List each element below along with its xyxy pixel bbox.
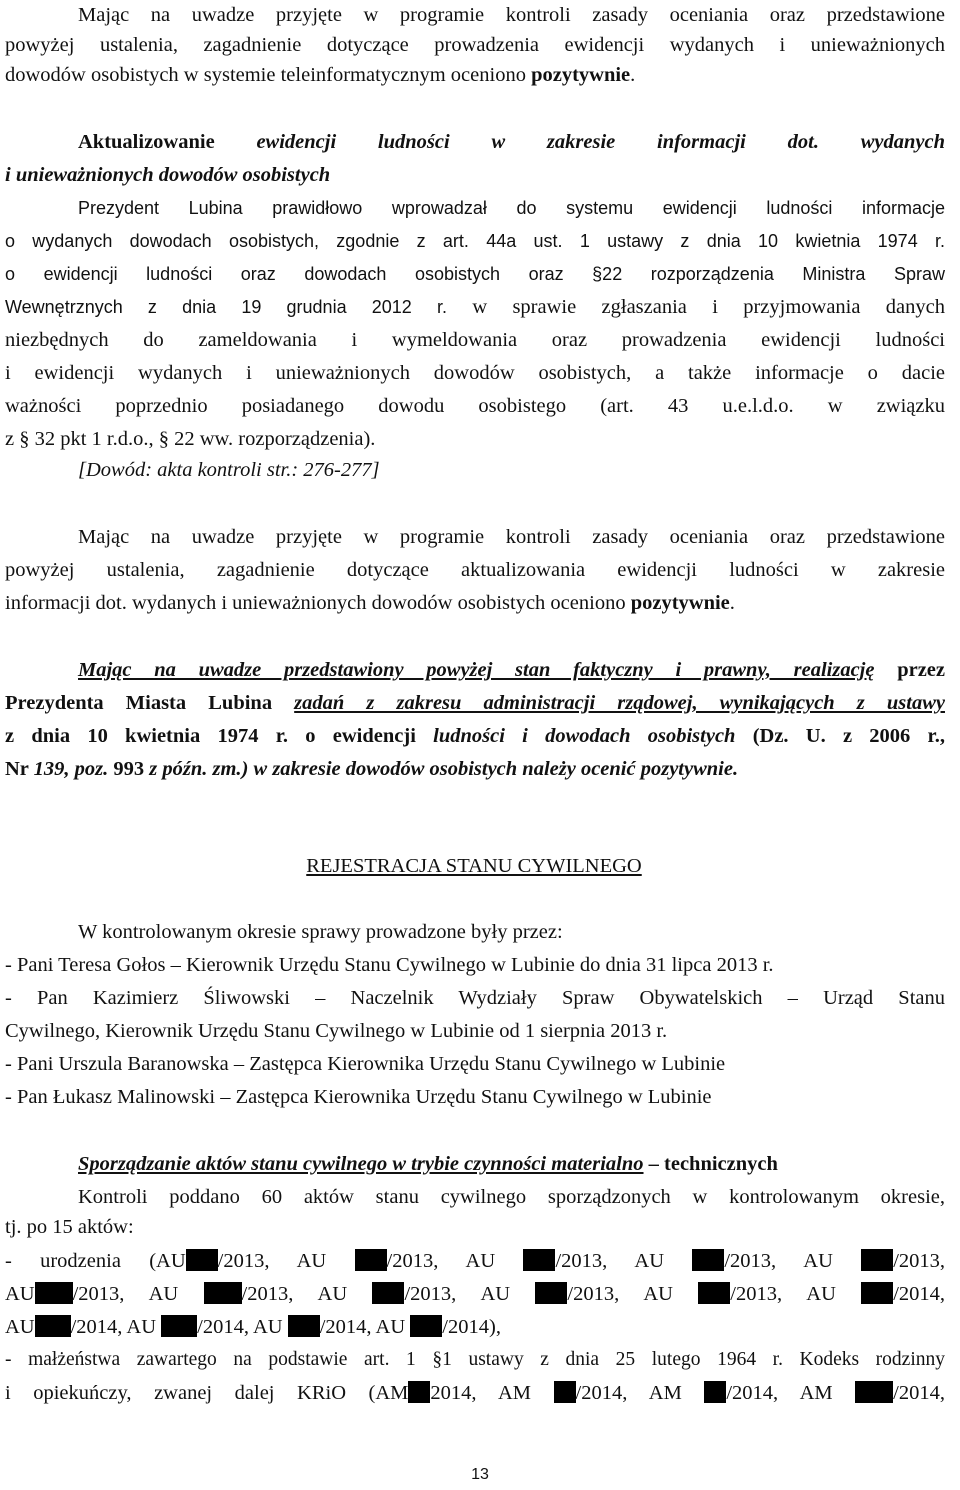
text-run: /2014, (893, 1283, 946, 1305)
redaction-block (523, 1249, 555, 1271)
redaction-block (186, 1249, 218, 1271)
text-run: przez (874, 659, 945, 681)
heading-run: – technicznych (643, 1153, 778, 1175)
paragraph-line: Kontroli poddano 60 aktów stanu cywilnego sporządzonych w kontrolowanym okresie, (78, 1186, 945, 1208)
redaction-block (408, 1381, 430, 1403)
text-run: /2013, AU (217, 1250, 327, 1272)
paragraph-line: i ewidencji wydanych i unieważnionych dowodów osobistych, a także informacje o dacie (5, 362, 945, 384)
paragraph-line: powyżej ustalenia, zagadnienie dotyczące aktualizowania ewidencji ludności w zakresie (5, 559, 945, 581)
paragraph-line (5, 292, 945, 324)
text-run: 139, poz. (33, 758, 109, 780)
paragraph-line: Prezydent Lubina prawidłowo wprowadzał do systemu ewidencji ludności informacje (78, 198, 945, 218)
text-run: z późn. zm. (149, 758, 242, 780)
text-run: /2014, (893, 1382, 945, 1404)
section-heading: i unieważnionych dowodów osobistych (5, 164, 331, 186)
redaction-block (535, 1282, 567, 1304)
list-item: - Pani Urszula Baranowska – Zastępca Kierownika Urzędu Stanu Cywilnego w Lubinie (5, 1053, 726, 1075)
section-title: REJESTRACJA STANU CYWILNEGO (306, 855, 642, 877)
redaction-block (410, 1315, 442, 1337)
redaction-block (692, 1249, 724, 1271)
text-run: ) w zakresie dowodów osobistych należy ocenić pozytywnie. (241, 758, 739, 780)
text-run: /2013, AU (72, 1283, 179, 1305)
redaction-block (704, 1381, 726, 1403)
text-run: (Dz. U. z 2006 r., (735, 725, 945, 747)
records-line (5, 1312, 945, 1342)
paragraph-line: Mając na uwadze przyjęte w programie kontroli zasady oceniania oraz przedstawione (78, 526, 945, 548)
conclusion-line (5, 688, 945, 718)
text-run: Wewnętrznych z dnia 19 grudnia 2012 r. (5, 297, 448, 317)
text-run: - urodzenia (AU (5, 1250, 186, 1272)
text-run: /2013, AU (555, 1250, 665, 1272)
rating-text: pozytywnie (630, 592, 730, 614)
text-run: 993 (108, 758, 150, 780)
list-item: Cywilnego, Kierownik Urzędu Stanu Cywilnego w Lubinie od 1 sierpnia 2013 r. (5, 1020, 668, 1042)
redaction-block (355, 1249, 387, 1271)
redaction-block (698, 1282, 730, 1304)
paragraph-line: powyżej ustalenia, zagadnienie dotyczące prowadzenia ewidencji wydanych i unieważnionych (5, 34, 945, 56)
paragraph-line: ważności poprzednio posiadanego dowodu osobistego (art. 43 u.e.l.d.o. w związku (5, 395, 945, 417)
text-run: /2013, AU (567, 1283, 673, 1305)
conclusion-line (5, 754, 945, 784)
text-run: /2014), (442, 1316, 501, 1338)
text-run: /2014, AU (197, 1316, 283, 1338)
text-run: informacji dot. wydanych i unieważnionych dowodów osobistych oceniono (5, 592, 631, 614)
list-item: - Pani Teresa Gołos – Kierownik Urzędu Stanu Cywilnego w Lubinie do dnia 31 lipca 2013 r. (5, 954, 774, 976)
text-run: Nr (5, 758, 34, 780)
text-run: Mając na uwadze przedstawiony powyżej stan faktyczny i prawny, realizację (78, 659, 875, 681)
text-run: /2014, AU (70, 1316, 157, 1338)
text-run: ludności i dowodach osobistych (433, 725, 736, 747)
text-run: /2014, AU (319, 1316, 406, 1338)
redaction-block (161, 1315, 197, 1337)
text-run: Prezydenta Miasta Lubina (5, 692, 295, 714)
text-run: 2014, AM (430, 1382, 531, 1404)
records-line (5, 1246, 945, 1276)
conclusion-line (78, 655, 945, 685)
text-run: w sprawie zgłaszania i przyjmowania danych (447, 296, 945, 318)
evidence-reference: [Dowód: akta kontroli str.: 276-277] (78, 459, 380, 481)
text-run: /2013, AU (386, 1250, 496, 1272)
text-run: /2013, (893, 1250, 946, 1272)
redaction-block (554, 1381, 576, 1403)
text-run: z dnia 10 kwietnia 1974 r. o ewidencji (5, 725, 434, 747)
text-run: /2013, AU (730, 1283, 836, 1305)
text-run: i opiekuńczy, zwanej dalej KRiO (AM (5, 1382, 409, 1404)
text-run: /2013, AU (241, 1283, 348, 1305)
subsection-heading (78, 1149, 945, 1179)
redaction-block (861, 1249, 893, 1271)
text-run: /2014, AM (575, 1382, 682, 1404)
paragraph-line: tj. po 15 aktów: (5, 1216, 134, 1238)
records-line (5, 1378, 945, 1408)
list-item: - Pan Kazimierz Śliwowski – Naczelnik Wydziały Spraw Obywatelskich – Urząd Stanu (5, 987, 945, 1009)
redaction-block (35, 1282, 73, 1304)
section-heading (78, 127, 945, 157)
paragraph-line (5, 60, 945, 90)
rating-text: pozytywnie (531, 64, 631, 86)
paragraph-line: niezbędnych do zameldowania i wymeldowania oraz prowadzenia ewidencji ludności (5, 329, 945, 351)
records-line (5, 1279, 945, 1309)
text-run: . (630, 64, 636, 86)
paragraph-line: o ewidencji ludności oraz dowodach osobistych oraz §22 rozporządzenia Ministra Spraw (5, 264, 945, 284)
redaction-block (35, 1315, 71, 1337)
page-number: 13 (471, 1466, 489, 1483)
text-run: /2013, AU (404, 1283, 511, 1305)
text-run: AU (5, 1316, 35, 1338)
heading-run: Sporządzanie aktów stanu cywilnego w trybie czynności materialno (78, 1153, 644, 1175)
paragraph-line: z § 32 pkt 1 r.d.o., § 22 ww. rozporządzenia). (5, 428, 376, 450)
paragraph-line: - małżeństwa zawartego na podstawie art. 1 §1 ustawy z dnia 25 lutego 1964 r. Kodeks rodzinny (5, 1349, 945, 1370)
heading-run: Aktualizowanie (78, 131, 257, 153)
text-run: dowodów osobistych w systemie teleinformatycznym oceniono (5, 64, 532, 86)
text-run: zadań z zakresu administracji rządowej, wynikających z ustawy (294, 692, 945, 714)
heading-run: ewidencji ludności w zakresie informacji dot. wydanych (256, 131, 945, 153)
redaction-block (288, 1315, 320, 1337)
redaction-block (855, 1381, 893, 1403)
paragraph-line (5, 588, 945, 618)
paragraph-line: Mając na uwadze przyjęte w programie kontroli zasady oceniania oraz przedstawione (78, 4, 945, 26)
redaction-block (861, 1282, 893, 1304)
text-run: AU (5, 1283, 35, 1305)
list-item: - Pan Łukasz Malinowski – Zastępca Kierownika Urzędu Stanu Cywilnego w Lubinie (5, 1086, 712, 1108)
redaction-block (204, 1282, 242, 1304)
paragraph-line: W kontrolowanym okresie sprawy prowadzone były przez: (78, 921, 563, 943)
redaction-block (372, 1282, 404, 1304)
text-run: . (729, 592, 735, 614)
text-run: /2013, AU (724, 1250, 833, 1272)
paragraph-line: o wydanych dowodach osobistych, zgodnie z art. 44a ust. 1 ustawy z dnia 10 kwietnia 1974 r. (5, 231, 945, 251)
text-run: /2014, AM (726, 1382, 833, 1404)
conclusion-line (5, 721, 945, 751)
